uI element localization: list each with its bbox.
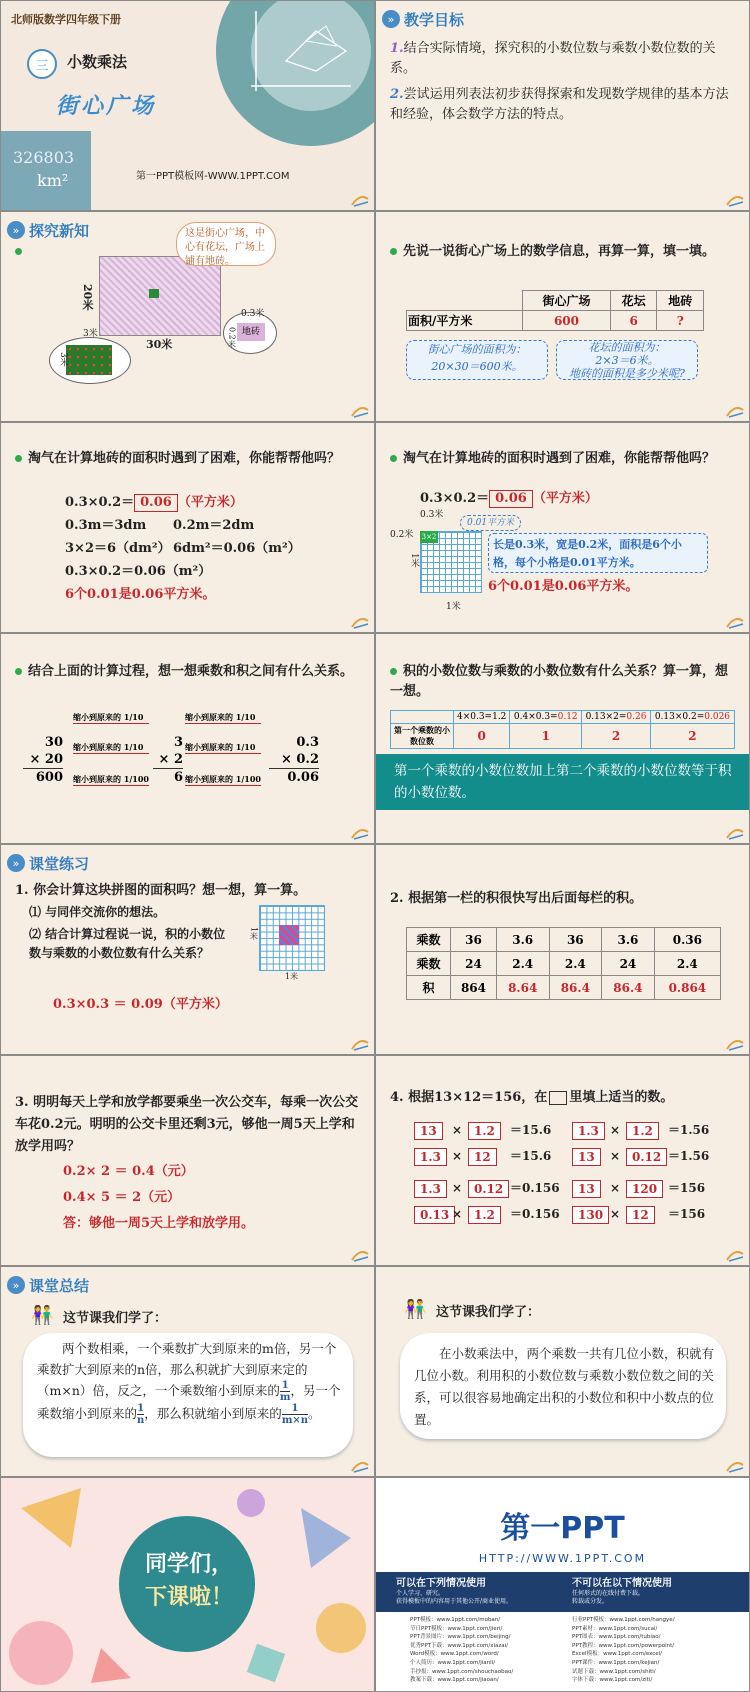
factor-b: 12 <box>626 1206 655 1224</box>
decor-number: 326803 <box>13 148 75 167</box>
factor-a: 13 <box>572 1180 601 1198</box>
corner-ornament-icon <box>725 825 745 839</box>
corner-ornament-icon <box>725 614 745 628</box>
factor-b: 12 <box>468 1148 497 1166</box>
label-02: 0.2米 <box>227 327 237 348</box>
cannot-title: 不可以在以下情况使用 <box>572 1578 672 1589</box>
corner-ornament-icon <box>350 614 370 628</box>
chevron-icon: » <box>382 10 400 28</box>
label-height: 0.2米 <box>390 530 414 540</box>
bullet-icon <box>15 248 22 255</box>
corner-ornament-icon <box>350 1458 370 1472</box>
factor-a: 1.3 <box>414 1180 447 1198</box>
cannot-list: 任何形式的在线付费下载。 转载或分发。 <box>572 1590 645 1605</box>
kids-icon: 👫 <box>31 1305 54 1326</box>
header: » 课堂练习 <box>1 851 89 875</box>
product: ＝1.56 <box>668 1149 710 1163</box>
slide-summary-2 <box>376 1267 749 1476</box>
summary-sub: 这节课我们学了： <box>63 1311 168 1326</box>
product: ＝156 <box>668 1207 706 1221</box>
kids-icon: 👫 <box>404 1299 427 1320</box>
corner-ornament-icon <box>725 403 745 417</box>
slide-practice-1 <box>1 845 374 1054</box>
title-decor <box>216 1 374 171</box>
question-1b: ⑵ 结合计算过程说一说，积的小数位数与乘数的小数位数有什么关系？ <box>29 927 226 960</box>
bullet-icon <box>15 455 22 462</box>
chevron-icon: » <box>7 1276 25 1294</box>
question: 淘气在计算地砖的面积时遇到了困难，你能帮帮他吗？ <box>390 449 730 469</box>
factor-b: 0.12 <box>626 1148 667 1166</box>
grid-label-left: 1米 <box>249 927 259 941</box>
question-4: 4. 根据13×12＝156，在 里填上适当的数。 <box>390 1090 674 1105</box>
slide-title <box>1 1 374 210</box>
slide-info <box>376 212 749 421</box>
factor-a: 13 <box>572 1148 601 1166</box>
question: 结合上面的计算过程，想一想乘数和积之间有什么关系。 <box>15 662 355 682</box>
corner-ornament-icon <box>350 192 370 206</box>
logo-url[interactable]: HTTP://WWW.1PPT.COM <box>478 1552 647 1565</box>
factor-a: 1.3 <box>414 1148 447 1166</box>
question: 积的小数位数与乘数的小数位数有什么关系？算一算，想一想。 <box>390 664 729 700</box>
logo: 第一PPT <box>500 1511 625 1546</box>
summary-sub: 这节课我们学了： <box>436 1305 541 1320</box>
label-30: 30米 <box>146 338 173 351</box>
summary-text: 在小数乘法中，两个乘数一共有几位小数，积就有几位小数。利用积的小数位数与乘数小数位数之间的关系，可以很容易地确定出积的小数位和积中小数点的位置。 <box>414 1346 715 1427</box>
question-1: 1. 你会计算这块拼图的面积吗？想一想，算一算。 <box>15 883 307 898</box>
slide-digits <box>376 634 749 843</box>
label-20: 20米 <box>81 284 95 311</box>
cell-tag: 0.01平方米 <box>460 515 521 531</box>
product-table: 乘数 36 3.6 36 3.6 0.36 乘数 24 2.4 2.4 24 2.4 积 864 8.64 86.4 86.4 0.864 <box>406 927 721 1000</box>
product: ＝1.56 <box>668 1123 710 1137</box>
slide-help-grid <box>376 423 749 632</box>
explanation-note: 长是0.3米，宽是0.2米，面积是6个小格，每个小格是0.01平方米。 <box>488 533 708 573</box>
answer-1: 0.2× 2 ＝ 0.4（元） <box>63 1164 194 1179</box>
line-5: 6个0.01是0.06平方米。 <box>65 587 216 602</box>
shaded-cells: 3×2 <box>421 533 437 541</box>
product: ＝15.6 <box>510 1149 552 1163</box>
farewell: 同学们， 下课啦！ <box>144 1552 233 1610</box>
factor-a: 130 <box>572 1206 609 1224</box>
header: » 教学目标 <box>376 7 464 31</box>
factor-b: 0.12 <box>468 1180 509 1198</box>
equation-grid <box>376 1056 749 1265</box>
label-03: 0.3米 <box>241 309 265 319</box>
arrow-b3: 缩小到原来的 1/100 <box>185 774 261 784</box>
arrow-a3: 缩小到原来的 1/100 <box>73 774 149 784</box>
corner-ornament-icon <box>725 1458 745 1472</box>
factor-b: 1.2 <box>468 1122 501 1140</box>
grid-label-bottom: 1米 <box>285 972 299 981</box>
factor-a: 13 <box>414 1122 443 1140</box>
times-sign: × <box>452 1207 463 1221</box>
header: » 探究新知 <box>1 218 89 242</box>
can-title: 可以在下列情况使用 <box>396 1578 486 1589</box>
slide-goals <box>376 1 749 210</box>
line-2a: 0.3m＝3dm <box>65 518 147 533</box>
corner-ornament-icon <box>350 1247 370 1261</box>
times-sign: × <box>610 1207 621 1221</box>
times-sign: × <box>610 1123 621 1137</box>
goal-1: 1.结合实际情境，探究积的小数位数与乘数小数位数的关系。 <box>390 41 716 77</box>
factor-a: 0.13 <box>414 1206 455 1224</box>
slide-end <box>1 1478 374 1691</box>
times-sign: × <box>452 1123 463 1137</box>
answer-3: 答：够他一周5天上学和放学用。 <box>63 1216 255 1231</box>
line-3a: 3×2＝6（dm²） <box>65 541 171 556</box>
puzzle-piece <box>279 925 299 945</box>
question-1a: ⑴ 与同伴交流你的想法。 <box>29 905 166 919</box>
bullet-icon <box>390 248 397 255</box>
slide-credits <box>376 1478 749 1691</box>
slide-summary <box>1 1267 374 1476</box>
line-1: 0.3×0.2＝ 0.06 （平方米） <box>420 491 598 506</box>
arrow-b2: 缩小到原来的 1/10 <box>185 742 261 754</box>
calc-b: 3 × 2 6 <box>153 734 183 786</box>
summary-text: 两个数相乘，一个乘数扩大到原来的m倍，另一个乘数扩大到原来的n倍，那么积就扩大到原来定的（m×n）倍，反之，一个乘数缩小到原来的 $\frac{1}{m}$ ，另一个乘数缩小到原来的 $\frac{1}{n}$ ，那么积就缩小到原来的 $\frac{1}{m\times n}$ 。 <box>37 1341 341 1427</box>
label-3b: 3米 <box>57 352 68 367</box>
links-left[interactable]: PPT模板：www.1ppt.com/moban/ 节日PPT模板：www.1ppt.com/jieri/ PPT背景图片：www.1ppt.com/beijing/ 优秀PPT下载：www.1ppt.com/xiazai/ Word模板：www.1ppt.com/word/ 个人简历：www.1ppt.com/jianli/ 手抄报：www.1ppt.com/shouchaobao/ 教案下载：www.1ppt.com/jiaoan/ <box>410 1617 514 1684</box>
label-side-2: 1米 <box>446 602 461 612</box>
question: 淘气在计算地砖的面积时遇到了困难，你能帮帮他吗？ <box>15 449 355 469</box>
line-5: 6个0.01是0.06平方米。 <box>488 579 639 594</box>
bullet-icon <box>15 668 22 675</box>
arrow-a2: 缩小到原来的 1/10 <box>73 742 149 754</box>
product: ＝0.156 <box>510 1181 560 1195</box>
times-sign: × <box>452 1149 463 1163</box>
conclusion-banner: 第一个乘数的小数位数加上第二个乘数的小数位数等于积的小数位数。 <box>376 754 749 810</box>
times-sign: × <box>452 1181 463 1195</box>
tile-label: 地砖 <box>237 323 265 341</box>
digits-table: 4×0.3=1.2 0.4×0.3=0.12 0.13×2=0.26 0.13×0.2=0.026 第一个乘数的小数位数 0 1 2 2 <box>390 710 735 749</box>
product: ＝15.6 <box>510 1123 552 1137</box>
corner-ornament-icon <box>725 1247 745 1261</box>
lesson-title: 街心广场 <box>56 93 157 119</box>
slide-explore <box>1 212 374 421</box>
decor-unit: km² <box>37 171 69 190</box>
website: 第一PPT模板网-WWW.1PPT.COM <box>136 171 290 182</box>
chevron-icon: » <box>7 854 25 872</box>
note-flowerbed: 花坛的面积为： 2×3＝6米。 地砖的面积是多少米呢? <box>556 340 698 380</box>
line-1: 0.3×0.2＝ 0.06 （平方米） <box>65 495 243 510</box>
calc-a: 30 × 20 600 <box>23 734 63 786</box>
calc-c: 0.3 × 0.2 0.06 <box>269 734 319 786</box>
flowerbed-icon <box>149 289 159 298</box>
publisher: 北师版数学四年级下册 <box>11 13 121 26</box>
label-3a: 3米 <box>83 329 98 339</box>
times-sign: × <box>610 1149 621 1163</box>
product: ＝0.156 <box>510 1207 560 1221</box>
slide-practice-4 <box>376 1056 749 1265</box>
line-2b: 0.2m＝2dm <box>173 518 255 533</box>
corner-ornament-icon <box>350 1036 370 1050</box>
unit-badge: 三 <box>27 49 57 79</box>
goal-2: 2.尝试运用列表法初步获得探索和发现数学规律的基本方法和经验，体会数学方法的特点。 <box>390 87 729 123</box>
unit-title: 小数乘法 <box>67 53 128 71</box>
factor-b: 1.2 <box>468 1206 501 1224</box>
slide-help <box>1 423 374 632</box>
chevron-icon: » <box>7 221 25 239</box>
question-2: 2. 根据第一栏的积很快写出后面每栏的积。 <box>390 891 643 906</box>
line-4: 0.3×0.2＝0.06（m²） <box>65 564 212 579</box>
links-right[interactable]: 行业PPT模板：www.1ppt.com/hangye/ PPT素材：www.1ppt.com/sucai/ PPT图表：www.1ppt.com/tubiao/ PPT教程：www.1ppt.com/powerpoint/ Excel模板：www.1ppt.com/excel/ PPT课件：www.1ppt.com/kejian/ 试题下载：www.1ppt.com/shiti/ 字体下载：www.1ppt.com/ziti/ <box>572 1617 675 1684</box>
flowerbed-detail <box>66 345 112 375</box>
line-3b: 6dm²＝0.06（m²） <box>173 541 301 556</box>
can-list: 个人学习、研究。 获得模板中的内容用于其他公开/商业使用。 <box>396 1590 513 1605</box>
corner-ornament-icon <box>725 1036 745 1050</box>
header: » 课堂总结 <box>1 1273 89 1297</box>
label-width: 0.3米 <box>420 510 444 520</box>
slide-relation <box>1 634 374 843</box>
factor-b: 120 <box>626 1180 663 1198</box>
slide-practice-3 <box>1 1056 374 1265</box>
bullet-icon <box>390 455 397 462</box>
factor-b: 1.2 <box>626 1122 659 1140</box>
corner-ornament-icon <box>725 192 745 206</box>
arrow-a1: 缩小到原来的 1/10 <box>73 712 149 724</box>
question: 先说一说街心广场上的数学信息，再算一算，填一填。 <box>390 242 730 262</box>
arrow-b1: 缩小到原来的 1/10 <box>185 712 261 724</box>
slide-practice-2 <box>376 845 749 1054</box>
answer: 0.3×0.3 ＝ 0.09（平方米） <box>53 997 228 1012</box>
question-3: 3. 明明每天上学和放学都要乘坐一次公交车，每乘一次公交车花0.2元。明明的公交卡里还剩3元，够他一周5天上学和放学用吗？ <box>15 1095 359 1155</box>
speech-bubble: 这是街心广场，中心有花坛，广场上铺有地砖。 <box>176 222 276 266</box>
corner-ornament-icon <box>350 825 370 839</box>
note-plaza: 街心广场的面积为： 20×30＝600米。 <box>406 340 548 380</box>
label-side-1: 1米 <box>408 553 419 568</box>
factor-a: 1.3 <box>572 1122 605 1140</box>
info-table: 街心广场 花坛 地砖 面积/平方米 600 6 ? <box>406 290 704 331</box>
times-sign: × <box>610 1181 621 1195</box>
bullet-icon <box>390 668 397 675</box>
product: ＝156 <box>668 1181 706 1195</box>
answer-2: 0.4× 5 ＝ 2（元） <box>63 1190 181 1205</box>
corner-ornament-icon <box>350 403 370 417</box>
